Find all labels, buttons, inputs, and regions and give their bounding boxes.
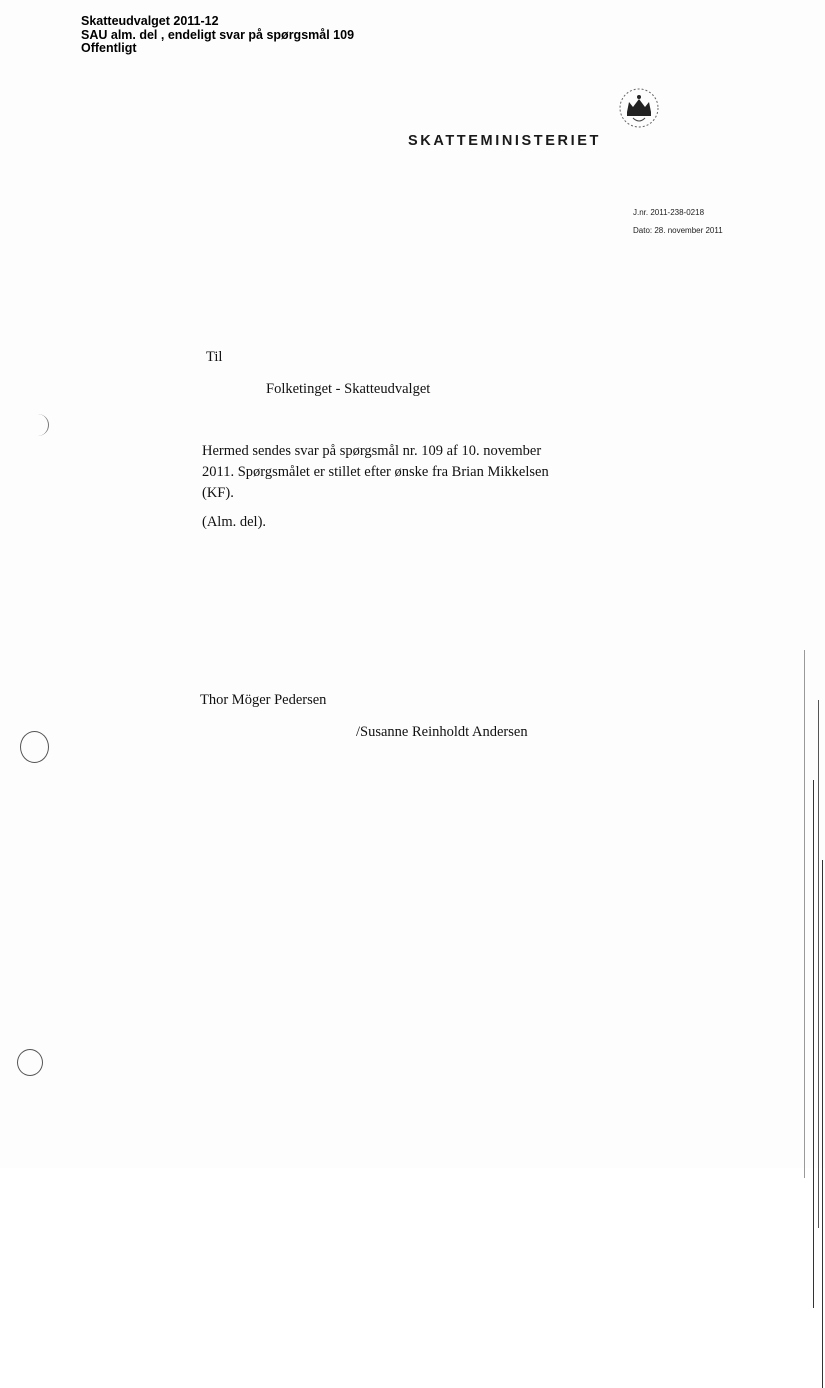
archive-stamp — [81, 15, 354, 56]
stamp-status: Offentligt — [81, 41, 137, 55]
scan-edge-line — [822, 860, 823, 1388]
document-meta — [633, 204, 723, 240]
journal-number: J.nr. 2011-238-0218 — [633, 208, 705, 217]
punch-hole — [17, 1049, 43, 1076]
body-line: (KF). — [202, 485, 234, 501]
body-paragraph — [202, 441, 549, 504]
body-line: 2011. Spørgsmålet er stillet efter ønske fra Brian Mikkelsen — [202, 464, 549, 480]
scan-edge-line — [818, 700, 819, 1228]
recipient-name: Folketinget - Skatteudvalget — [266, 381, 431, 397]
scan-edge-line — [813, 780, 814, 1308]
punch-hole — [20, 731, 49, 763]
stamp-reference: SAU alm. del , endeligt svar på spørgsmål 109 — [81, 27, 355, 42]
body-line: Hermed sendes svar på spørgsmål nr. 109 af 10. november — [202, 443, 542, 459]
stamp-committee: Skatteudvalget 2011-12 — [81, 14, 219, 28]
signatory-minister: Thor Möger Pedersen — [200, 692, 327, 708]
document-date: Dato: 28. november 2011 — [633, 226, 723, 235]
recipient-label: Til — [206, 349, 223, 365]
scan-artifact — [38, 414, 49, 436]
body-note: (Alm. del). — [202, 514, 267, 530]
signatory-official: /Susanne Reinholdt Andersen — [356, 724, 528, 740]
crown-crest-icon — [613, 86, 663, 130]
scan-edge-line — [804, 650, 805, 1178]
ministry-name: SKATTEMINISTERIET — [408, 133, 601, 149]
